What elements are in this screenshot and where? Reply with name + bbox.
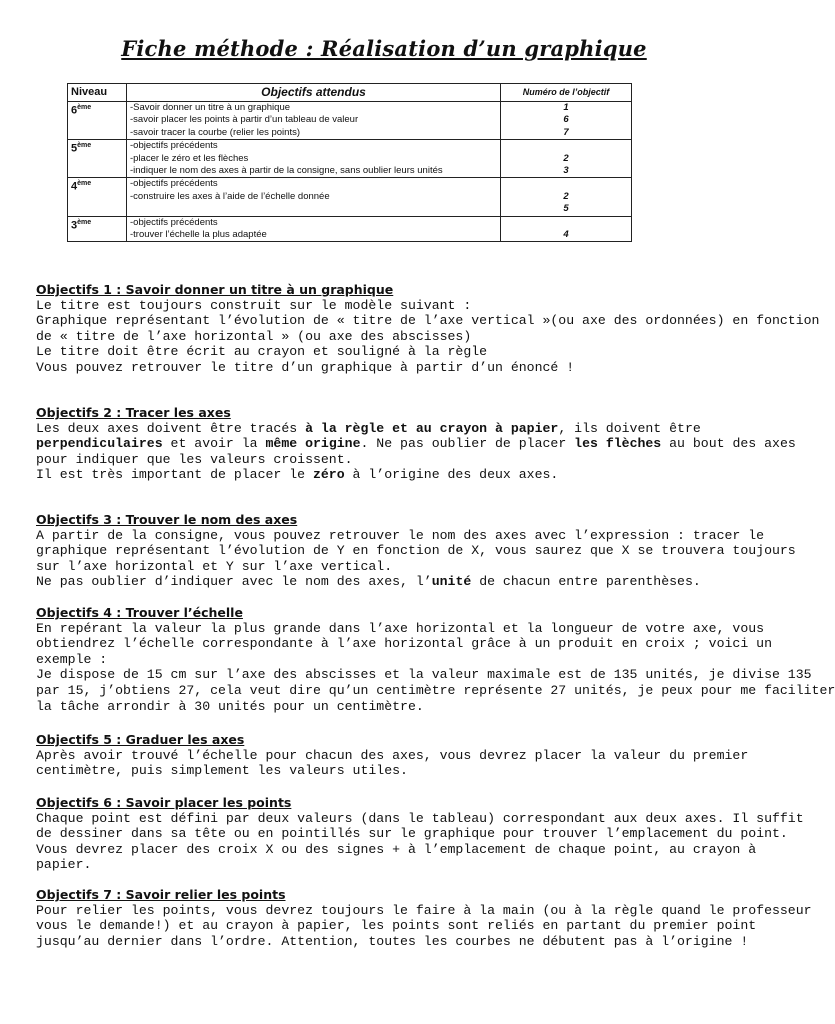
- objective-line: -placer le zéro et les flèches: [130, 152, 249, 164]
- paragraph-line: Vous pouvez retrouver le titre d’un graphique à partir d’un énoncé !: [36, 359, 575, 375]
- paragraph-line: sur l’axe horizontal et Y sur l’axe vertical.: [36, 558, 393, 574]
- section-objectif-7: [36, 887, 812, 949]
- section-heading: Objectifs 3 : Trouver le nom des axes: [36, 512, 298, 527]
- section-heading: Objectifs 7 : Savoir relier les points: [36, 887, 286, 902]
- paragraph-line: graphique représentant l’évolution de Y en fonction de X, vous saurez que X se trouvera toujours: [36, 543, 796, 559]
- paragraph-line: Graphique représentant l’évolution de « titre de l’axe vertical »(ou axe des ordonnées) en fonction: [36, 313, 820, 329]
- section-heading: Objectifs 4 : Trouver l’échelle: [36, 605, 243, 620]
- section-objectif-3: [36, 512, 796, 590]
- header-numero: Numéro de l’objectif: [501, 84, 632, 102]
- objectives-table: [67, 83, 632, 242]
- level-cell: 5ème: [68, 140, 127, 178]
- objectives-cell: [127, 140, 501, 178]
- objectives-cell: [127, 102, 501, 140]
- header-niveau: Niveau: [68, 84, 127, 102]
- table-row: [68, 102, 632, 140]
- objective-line: -trouver l’échelle la plus adaptée: [130, 228, 267, 240]
- paragraph-line: obtiendrez l’échelle correspondante à l’axe horizontal grâce à un produit en croix ; voici un: [36, 636, 772, 652]
- objectives-cell: [127, 216, 501, 242]
- paragraph-line: par 15, j’obtiens 27, cela veut dire qu’un centimètre représente 27 unités, je peux pour me faciliter: [36, 682, 835, 698]
- objective-line: -Savoir donner un titre à un graphique: [130, 102, 291, 113]
- paragraph-line: Il est très important de placer le zéro à l’origine des deux axes.: [36, 467, 559, 483]
- paragraph-line: A partir de la consigne, vous pouvez retrouver le nom des axes avec l’expression : tracer le: [36, 527, 765, 543]
- paragraph-line: papier.: [36, 857, 92, 873]
- paragraph-line: perpendiculaires et avoir la même origine. Ne pas oublier de placer les flèches au bout des axes: [36, 436, 796, 452]
- paragraph-line: Après avoir trouvé l’échelle pour chacun des axes, vous devrez placer la valeur du premier: [36, 747, 749, 763]
- objective-line: -objectifs précédents: [130, 178, 218, 190]
- paragraph-line: Vous devrez placer des croix X ou des signes + à l’emplacement de chaque point, au crayon à: [36, 841, 757, 857]
- table-row: [68, 216, 632, 242]
- number-cell: 2 5: [501, 178, 632, 216]
- header-objectifs: Objectifs attendus: [127, 84, 501, 102]
- paragraph-line: jusqu’au dernier dans l’ordre. Attention, toutes les courbes ne débutent pas à l’origine !: [36, 933, 749, 949]
- paragraph-line: Ne pas oublier d’indiquer avec le nom des axes, l’unité de chacun entre parenthèses.: [36, 574, 701, 590]
- paragraph-line: centimètre, puis simplement les valeurs utiles.: [36, 763, 408, 779]
- section-objectif-5: [36, 732, 749, 779]
- paragraph-line: la tâche arrondir à 30 unités pour un centimètre.: [36, 698, 424, 714]
- section-objectif-4: [36, 605, 835, 714]
- section-objectif-6: [36, 795, 804, 873]
- section-heading: Objectifs 5 : Graduer les axes: [36, 732, 245, 747]
- objective-line: [130, 203, 497, 215]
- number-cell: 2 3: [501, 140, 632, 178]
- objective-line: -indiquer le nom des axes à partir de la consigne, sans oublier leurs unités: [130, 164, 443, 176]
- section-heading: Objectifs 1 : Savoir donner un titre à un graphique: [36, 282, 394, 297]
- paragraph-line: Chaque point est défini par deux valeurs (dans le tableau) correspondant aux deux axes. Il suffit: [36, 810, 804, 826]
- level-cell: 3ème: [68, 216, 127, 242]
- level-cell: 4ème: [68, 178, 127, 216]
- objective-line: -objectifs précédents: [130, 140, 218, 152]
- paragraph-line: Pour relier les points, vous devrez toujours le faire à la main (ou à la règle quand le professeur: [36, 902, 812, 918]
- level-cell: 6ème: [68, 102, 127, 140]
- section-objectif-1: [36, 282, 820, 376]
- paragraph-line: Le titre doit être écrit au crayon et souligné à la règle: [36, 344, 488, 360]
- table-row: [68, 140, 632, 178]
- paragraph-line: Je dispose de 15 cm sur l’axe des abscisses et la valeur maximale est de 135 unités, je divise 135: [36, 667, 812, 683]
- section-objectif-2: [36, 405, 796, 483]
- paragraph-line: Les deux axes doivent être tracés à la règle et au crayon à papier, ils doivent être: [36, 420, 701, 436]
- section-heading: Objectifs 2 : Tracer les axes: [36, 405, 231, 420]
- paragraph-line: En repérant la valeur la plus grande dans l’axe horizontal et la longueur de votre axe, vous: [36, 620, 765, 636]
- objective-line: -objectifs précédents: [130, 216, 218, 228]
- paragraph-line: exemple :: [36, 651, 108, 667]
- table-header-row: [68, 84, 632, 102]
- paragraph-line: de dessiner dans sa tête ou en pointillés sur le graphique pour trouver l’emplacement du point.: [36, 826, 788, 842]
- objective-line: -construire les axes à l’aide de l’échelle donnée: [130, 190, 330, 202]
- paragraph-line: vous le demande!) et au crayon à papier, les points sont reliés en partant du premier point: [36, 918, 757, 934]
- number-cell: 1 6 7: [501, 102, 632, 140]
- objectives-cell: [127, 178, 501, 216]
- objective-line: -savoir placer les points à partir d’un tableau de valeur: [130, 114, 359, 126]
- table-row: [68, 178, 632, 216]
- paragraph-line: de « titre de l’axe horizontal » (ou axe des abscisses): [36, 328, 472, 344]
- page-title: Fiche méthode : Réalisation d’un graphique: [121, 36, 647, 61]
- paragraph-line: Le titre est toujours construit sur le modèle suivant :: [36, 297, 472, 313]
- paragraph-line: pour indiquer que les valeurs croissent.: [36, 451, 353, 467]
- number-cell: 4: [501, 216, 632, 242]
- section-heading: Objectifs 6 : Savoir placer les points: [36, 795, 292, 810]
- objective-line: -savoir tracer la courbe (relier les points): [130, 126, 301, 138]
